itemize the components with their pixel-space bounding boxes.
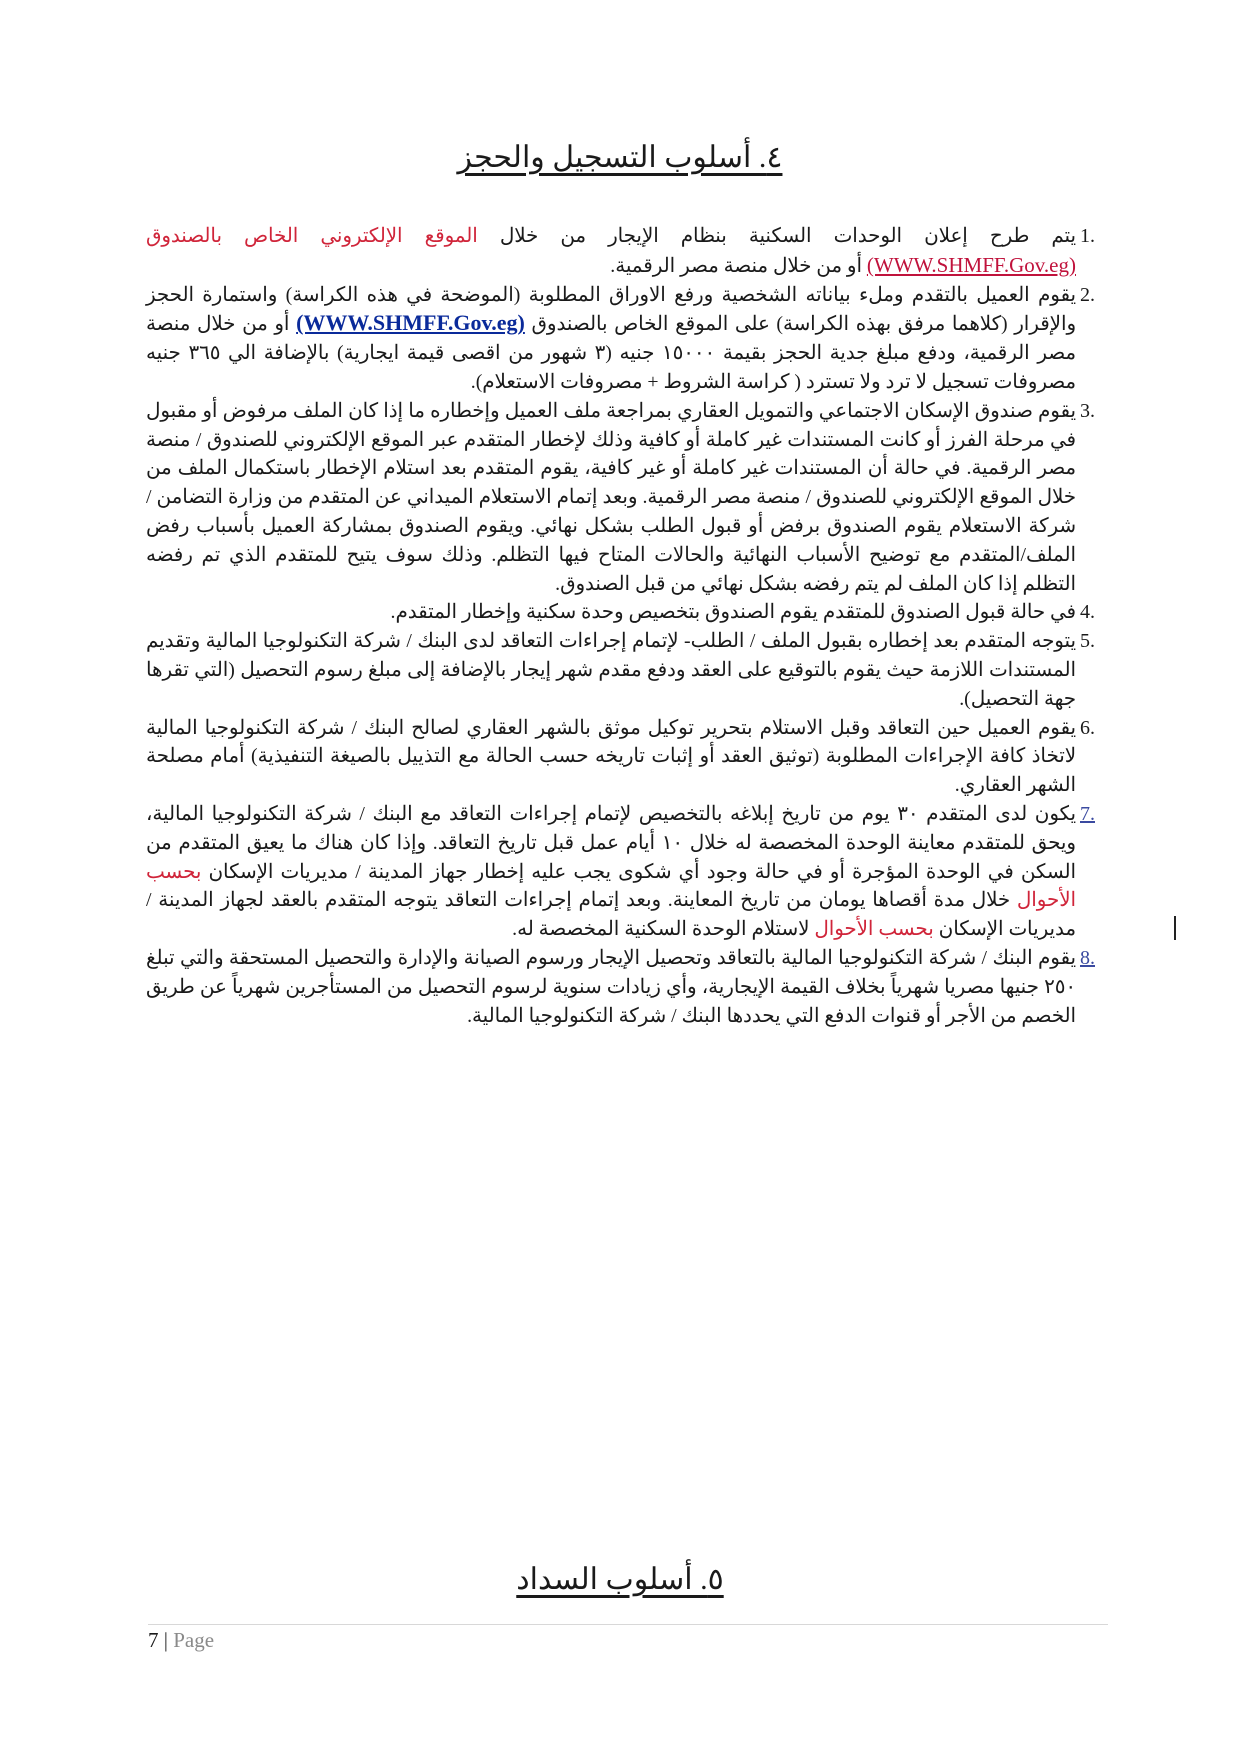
website-link[interactable]: (WWW.SHMFF.Gov.eg): [296, 310, 525, 336]
list-item-text: أو من خلال منصة مصر الرقمية.: [610, 254, 867, 277]
list-item: [146, 397, 1095, 599]
list-item-number: 5.: [1080, 630, 1095, 653]
list-item-text: أو من خلال منصة مصر الرقمية، ودفع مبلغ جدية الحجز بقيمة ١٥٠٠٠ جنيه (٣ شهور من اقصى قيمة ايجارية) بالإضافة الي ٣٦٥ جنيه مصروفات تسجيل لا ترد ولا تسترد ( كراسة الشروط + مصروفات الاستعلام).: [146, 313, 1077, 393]
page-number: 7: [148, 1628, 159, 1652]
footer-divider: [148, 1624, 1108, 1625]
list-item-text: يقوم البنك / شركة التكنولوجيا المالية بالتعاقد وتحصيل الإيجار ورسوم الصيانة والإدارة والتحصيل المستحقة والتي تبلغ ٢٥٠ جنيها مصريا شهرياً بخلاف القيمة الإيجارية، وأي زيادات سنوية لرسوم التحصيل من المستأجرين شهرياً عن طريق الخصم من الأجر أو قنوات الدفع التي يحددها البنك / شركة التكنولوجيا المالية.: [146, 946, 1076, 1027]
highlighted-text: بحسب الأحوال: [814, 918, 934, 941]
list-item-text: يقوم العميل حين التعاقد وقبل الاستلام بتحرير توكيل موثق بالشهر العقاري لصالح البنك / شركة التكنولوجيا المالية لاتخاذ كافة الإجراءات المطلوبة (توثيق العقد أو إثبات تاريخه حسب الحالة مع التذييل بالصيغة التنفيذية) أمام مصلحة الشهر العقاري.: [146, 716, 1076, 797]
list-item: [146, 714, 1095, 800]
list-item-text: يتم طرح إعلان الوحدات السكنية بنظام الإيجار من خلال: [477, 225, 1077, 247]
list-item-text: يقوم صندوق الإسكان الاجتماعي والتمويل العقاري بمراجعة ملف العميل وإخطاره ما إذا كان الملف مرفوض أو مقبول في مرحلة الفرز أو كانت المستندات غير كاملة أو كافية وذلك لإخطار المتقدم عبر الموقع الإلكتروني للصندوق / منصة مصر الرقمية. في حالة أن المستندات غير كاملة أو غير كافية، يقوم المتقدم بعد استلام الإخطار باستكمال الملف من خلال الموقع الإلكتروني للصندوق / منصة مصر الرقمية. وبعد إتمام الاستعلام الميداني عن المتقدم من وزارة التضامن / شركة الاستعلام يقوم الصندوق برفض أو قبول الطلب بشكل نهائي. ويقوم الصندوق بمشاركة العميل بأسباب رفض الملف/المتقدم مع توضيح الأسباب النهائية والحالات المتاح فيها التظلم. وذلك سوف يتيح للمتقدم الذي تم رفضه التظلم إذا كان الملف لم يتم رفضه بشكل نهائي من قبل الصندوق.: [146, 399, 1076, 595]
section-5-title: ٥. أسلوب السداد: [516, 1563, 724, 1596]
website-link[interactable]: (WWW.SHMFF.Gov.eg): [866, 252, 1076, 277]
list-item-text: يتوجه المتقدم بعد إخطاره بقبول الملف / الطلب- لإتمام إجراءات التعاقد لدى البنك / شركة التكنولوجيا المالية وتقديم المستندات اللازمة حيث يقوم بالتوقيع على العقد ودفع مقدم شهر إيجار بالإضافة إلى مبلغ رسوم التحصيل (التي تقرها جهة التحصيل).: [146, 630, 1076, 710]
highlighted-text: الموقع الإلكتروني الخاص بالصندوق: [146, 225, 478, 247]
text-cursor: [1174, 916, 1176, 940]
list-item-text: يكون لدى المتقدم ٣٠ يوم من تاريخ إبلاغه بالتخصيص لإتمام إجراءات التعاقد مع البنك / شركة التكنولوجيا المالية، ويحق للمتقدم معاينة الوحدة المخصصة له خلال ١٠ أيام عمل قبل تاريخ التعاقد. وإذا كان هناك ما يعيق المتقدم من السكن في الوحدة المؤجرة أو في حالة وجود أي شكوى يجب عليه إخطار جهاز المدينة / مديريات الإسكان: [146, 802, 1076, 883]
list-item-number: 7.: [1080, 802, 1095, 825]
highlighted-text: بحسب الأحوال: [146, 860, 1076, 912]
list-item: [146, 944, 1095, 1030]
section-4-heading: [0, 140, 1240, 175]
list-item-text: لاستلام الوحدة السكنية المخصصة له.: [512, 918, 815, 941]
list-item: [146, 598, 1095, 627]
list-item-text: في حالة قبول الصندوق للمتقدم يقوم الصندوق بتخصيص وحدة سكنية وإخطار المتقدم.: [390, 601, 1076, 624]
list-item-number: 6.: [1080, 716, 1095, 739]
page-label: Page: [173, 1628, 215, 1652]
page-footer: [148, 1628, 214, 1653]
list-item-number: 3.: [1080, 399, 1095, 422]
list-item-number: 8.: [1080, 946, 1095, 969]
list-item: [146, 281, 1095, 397]
section-4-title: ٤. أسلوب التسجيل والحجز: [457, 141, 783, 174]
footer-separator: |: [163, 1628, 168, 1652]
section-5-heading: [0, 1562, 1240, 1597]
list-item-text: خلال مدة أقصاها يومان من تاريخ المعاينة. وبعد إتمام إجراءات التعاقد يتوجه المتقدم بالعقد لجهاز المدينة / مديريات الإسكان: [146, 889, 1076, 941]
list-item: [146, 627, 1095, 713]
list-item-text: يقوم العميل بالتقدم وملء بياناته الشخصية ورفع الاوراق المطلوبة (الموضحة في هذه الكراسة) واستمارة الحجز والإقرار (كلاهما مرفق بهذه الكراسة) على الموقع الخاص بالصندوق: [146, 283, 1076, 336]
list-item: [146, 222, 1095, 281]
list-item-number: 1.: [1080, 225, 1095, 247]
list-item: [146, 800, 1095, 944]
list-item-number: 4.: [1080, 601, 1095, 624]
list-item-number: 2.: [1080, 283, 1095, 306]
numbered-list: [146, 222, 1095, 1030]
